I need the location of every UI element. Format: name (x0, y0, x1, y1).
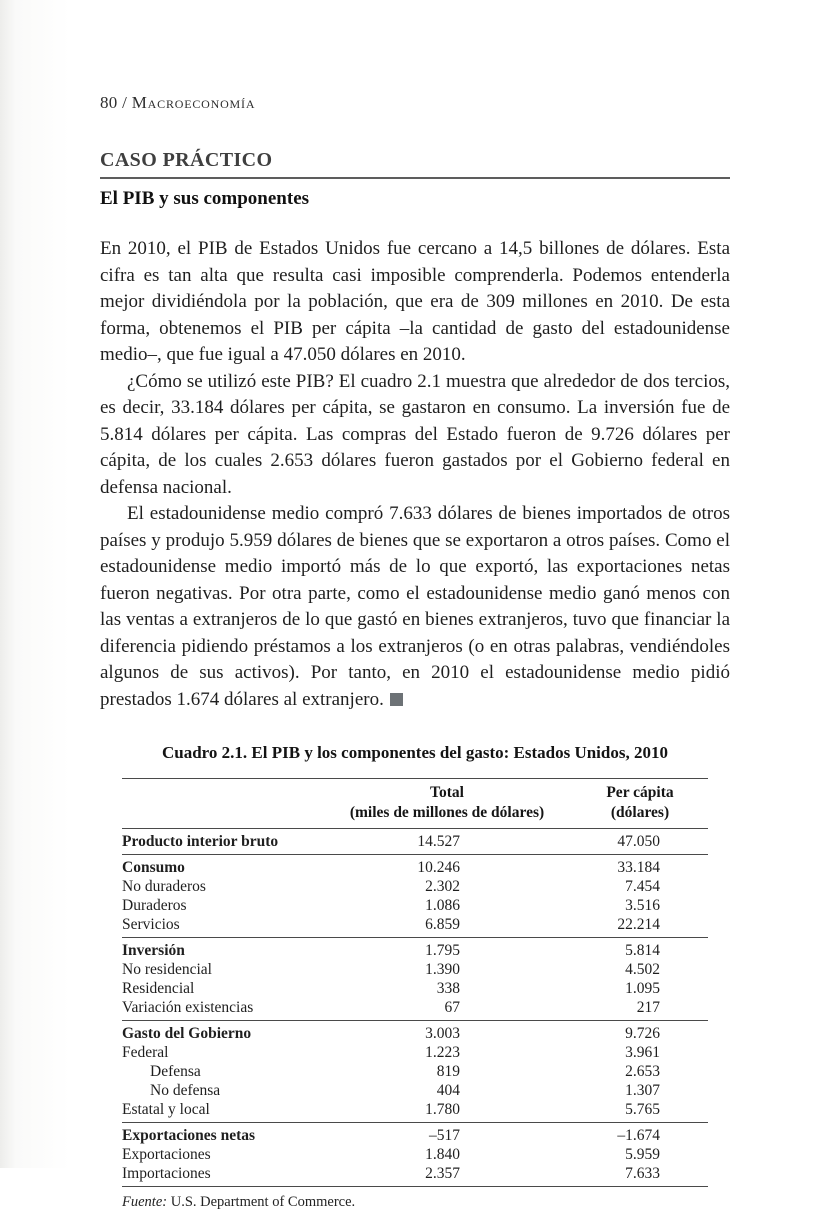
row-percapita-value: 5.765 (625, 1101, 660, 1118)
percapita-column-subtitle: (dólares) (610, 804, 670, 821)
paragraph-2: ¿Cómo se utilizó este PIB? El cuadro 2.1 muestra que alrededor de dos tercios, es decir, 33.184 dólares per cápita, se gastaron en consumo. La inversión fue de 5.814 dólares per cápita. Las compras del Estado fueron de 9.726 dólares per cápita, de los cuales 2.653 dólares fueron gastados por el Gobierno federal en defensa nacional. (100, 370, 730, 498)
row-percapita-value: 2.653 (625, 1063, 660, 1080)
end-of-case-marker-icon (390, 693, 403, 706)
row-total-value: 1.223 (425, 1044, 460, 1061)
row-total-value: 1.780 (425, 1101, 460, 1118)
percapita-column-header (572, 779, 708, 829)
row-total-value: –517 (322, 1123, 572, 1146)
row-total-value: 6.859 (425, 916, 460, 933)
row-total-value: 3.003 (322, 1021, 572, 1044)
row-total-value: 1.390 (425, 961, 460, 978)
total-column-title: Total (430, 784, 464, 801)
label-column-header (122, 779, 322, 829)
table-caption: Cuadro 2.1. El PIB y los componentes del gasto: Estados Unidos, 2010 (162, 743, 668, 762)
table-row (122, 877, 708, 896)
row-label: Exportaciones (122, 1146, 211, 1163)
paragraph-1: En 2010, el PIB de Estados Unidos fue cercano a 14,5 billones de dólares. Esta cifra es tan alta que resulta casi imposible comprenderla. Podemos entenderla mejor dividiéndola por la población, que era de 309 millones en 2010. De esta forma, obtenemos el PIB per cápita –la cantidad de gasto del estadounidense medio–, que fue igual a 47.050 dólares en 2010. (100, 238, 730, 365)
table-row (122, 998, 708, 1021)
row-percapita-value: 1.095 (625, 980, 660, 997)
row-total-value: 404 (436, 1082, 460, 1099)
total-column-subtitle: (miles de millones de dólares) (349, 804, 545, 821)
table-row (122, 938, 708, 961)
table-header (122, 779, 708, 829)
table-row (122, 1145, 708, 1164)
row-total-value: 67 (444, 999, 460, 1016)
row-percapita-value: 1.307 (625, 1082, 660, 1099)
row-percapita-value: 7.633 (625, 1165, 660, 1182)
row-label: No defensa (150, 1082, 221, 1099)
row-percapita-value: –1.674 (572, 1123, 708, 1146)
table-row (122, 1100, 708, 1123)
row-label: Inversión (122, 938, 322, 961)
table-row (122, 1123, 708, 1146)
header-separator: / (122, 93, 128, 112)
row-percapita-value: 22.214 (617, 916, 660, 933)
table-source-note (122, 1194, 708, 1211)
row-percapita-value: 33.184 (572, 855, 708, 878)
row-label: Servicios (122, 916, 180, 933)
book-title: Macroeconomía (131, 93, 256, 112)
table-row (122, 896, 708, 915)
row-total-value: 819 (436, 1063, 460, 1080)
row-label: Exportaciones netas (122, 1123, 322, 1146)
paragraph-3 (100, 501, 730, 713)
row-total-value: 338 (436, 980, 460, 997)
page-number: 80 (100, 93, 118, 112)
row-label: Estatal y local (122, 1101, 210, 1118)
table-row (122, 1164, 708, 1187)
table-row (122, 1062, 708, 1081)
row-total-value: 2.357 (425, 1165, 460, 1182)
row-label: Federal (122, 1044, 169, 1061)
table-row (122, 960, 708, 979)
paragraph-3-text: El estadounidense medio compró 7.633 dólares de bienes importados de otros países y produjo 5.959 dólares de bienes que se exportaron a otros países. Como el estadounidense medio importó más de lo que exportó, las exportaciones netas fueron negativas. Por otra parte, como el estadounidense medio ganó menos con las ventas a extranjeros de lo que gastó en bienes extranjeros, tuvo que financiar la diferencia pidiendo préstamos a los extranjeros (o en otras palabras, vendiéndoles algunos de sus activos). Por tanto, en 2010 el estadounidense medio pidió prestados 1.674 dólares al extranjero. (100, 503, 730, 710)
row-percapita-value: 9.726 (572, 1021, 708, 1044)
row-total-value: 1.795 (322, 938, 572, 961)
row-label: Variación existencias (122, 999, 254, 1016)
row-total-value: 2.302 (425, 878, 460, 895)
source-text: U.S. Department of Commerce. (170, 1194, 356, 1210)
row-label: Producto interior bruto (122, 829, 322, 855)
table-header-row (122, 779, 708, 829)
row-percapita-value: 3.516 (625, 897, 660, 914)
row-label: Duraderos (122, 897, 187, 914)
table-row (122, 855, 708, 878)
row-label: Importaciones (122, 1165, 211, 1182)
gdp-components-table (122, 778, 708, 1187)
row-label: No duraderos (122, 878, 206, 895)
row-total-value: 1.086 (425, 897, 460, 914)
table-row (122, 1081, 708, 1100)
row-total-value: 1.840 (425, 1146, 460, 1163)
row-percapita-value: 217 (636, 999, 660, 1016)
row-percapita-value: 5.959 (625, 1146, 660, 1163)
row-label: Residencial (122, 980, 195, 997)
case-study-title: El PIB y sus componentes (100, 188, 310, 209)
table-body (122, 829, 708, 1187)
table-block (122, 743, 708, 1211)
row-total-value: 10.246 (322, 855, 572, 878)
page-content (100, 0, 730, 1211)
case-study-kicker: CASO PRÁCTICO (100, 149, 730, 179)
total-column-header (322, 779, 572, 829)
row-percapita-value: 3.961 (625, 1044, 660, 1061)
row-label: Consumo (122, 855, 322, 878)
row-percapita-value: 7.454 (625, 878, 660, 895)
row-total-value: 14.527 (322, 829, 572, 855)
percapita-column-title: Per cápita (606, 784, 674, 801)
row-label: Defensa (150, 1063, 201, 1080)
table-row (122, 1021, 708, 1044)
table-row (122, 979, 708, 998)
source-label: Fuente: (122, 1194, 168, 1210)
row-percapita-value: 47.050 (572, 829, 708, 855)
row-percapita-value: 5.814 (572, 938, 708, 961)
row-percapita-value: 4.502 (625, 961, 660, 978)
row-label: Gasto del Gobierno (122, 1021, 322, 1044)
table-row (122, 829, 708, 855)
table-row (122, 1043, 708, 1062)
case-study-body (100, 236, 730, 713)
row-label: No residencial (122, 961, 212, 978)
page-header (100, 93, 730, 113)
table-row (122, 915, 708, 938)
